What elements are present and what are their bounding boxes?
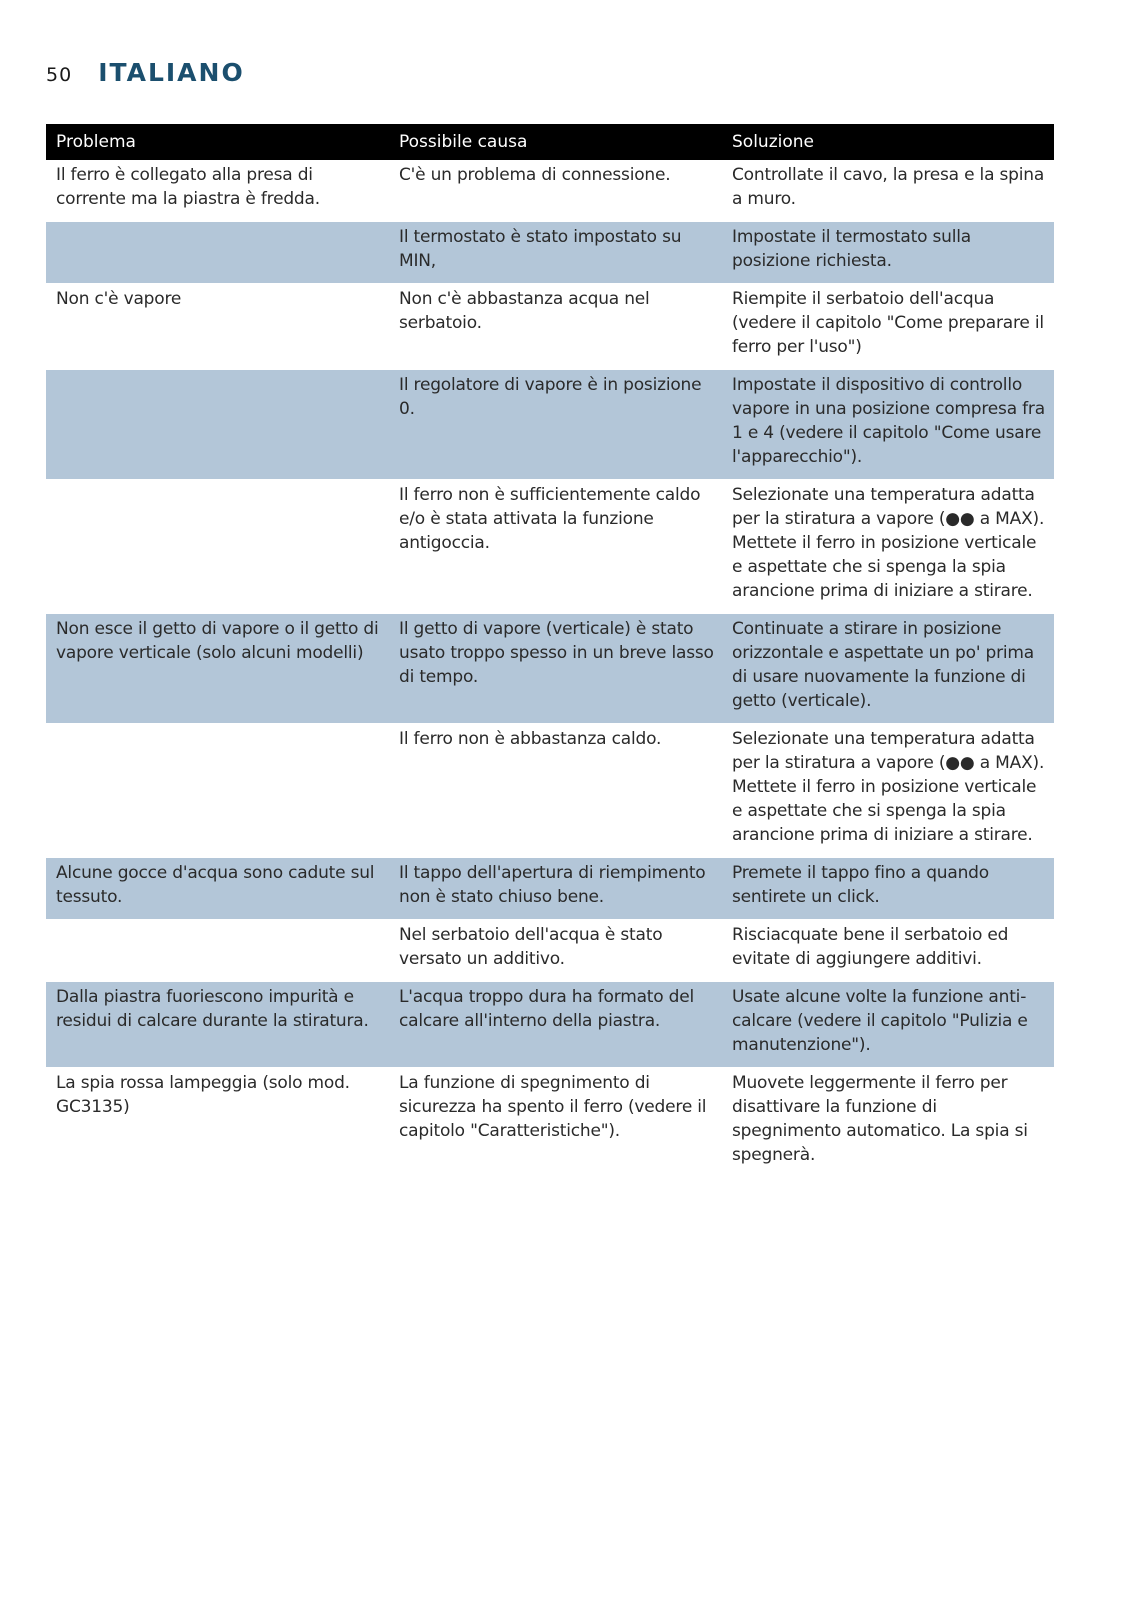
solution-cell: Continuate a stirare in posizione orizzontale e aspettate un po' prima di usare nuovamente la funzione di getto (verticale). xyxy=(722,614,1054,724)
table-row xyxy=(46,724,1054,858)
solution-cell: Impostate il termostato sulla posizione richiesta. xyxy=(722,222,1054,284)
problem-cell xyxy=(46,724,389,858)
problem-cell xyxy=(46,920,389,982)
page-header xyxy=(46,58,245,87)
problem-cell xyxy=(46,480,389,614)
problem-cell xyxy=(46,370,389,480)
cause-cell: L'acqua troppo dura ha formato del calcare all'interno della piastra. xyxy=(389,982,722,1068)
cause-cell: Il tappo dell'apertura di riempimento non è stato chiuso bene. xyxy=(389,858,722,920)
table-row xyxy=(46,1068,1054,1178)
column-header-cause: Possibile causa xyxy=(389,124,722,160)
solution-cell: Premete il tappo fino a quando sentirete un click. xyxy=(722,858,1054,920)
cause-cell: Il ferro non è abbastanza caldo. xyxy=(389,724,722,858)
solution-cell: Usate alcune volte la funzione anti-calcare (vedere il capitolo "Pulizia e manutenzione"). xyxy=(722,982,1054,1068)
problem-cell: Il ferro è collegato alla presa di corrente ma la piastra è fredda. xyxy=(56,165,320,209)
section-title: ITALIANO xyxy=(98,58,245,87)
column-header-problem: Problema xyxy=(46,124,389,160)
table-row xyxy=(46,920,1054,982)
solution-cell: Selezionate una temperatura adatta per la stiratura a vapore (●● a MAX). Mettete il ferro in posizione verticale e aspettate che si spenga la spia arancione prima di iniziare a stirare. xyxy=(722,724,1054,858)
troubleshooting-table xyxy=(46,124,1054,1177)
table-body xyxy=(46,160,1054,1177)
table-row xyxy=(46,982,1054,1068)
table-row xyxy=(46,222,1054,284)
solution-cell: Muovete leggermente il ferro per disattivare la funzione di spegnimento automatico. La spia si spegnerà. xyxy=(722,1068,1054,1178)
cause-cell: Non c'è abbastanza acqua nel serbatoio. xyxy=(389,284,722,370)
problem-cell: La spia rossa lampeggia (solo mod. GC3135) xyxy=(46,1068,389,1178)
column-header-solution: Soluzione xyxy=(722,124,1054,160)
table-row xyxy=(46,160,1054,222)
problem-cell: Dalla piastra fuoriescono impurità e residui di calcare durante la stiratura. xyxy=(46,982,389,1068)
problem-cell: Non esce il getto di vapore o il getto di vapore verticale (solo alcuni modelli) xyxy=(46,614,389,724)
problem-cell: Non c'è vapore xyxy=(46,284,389,370)
solution-cell: Impostate il dispositivo di controllo vapore in una posizione compresa fra 1 e 4 (vedere il capitolo "Come usare l'apparecchio"). xyxy=(722,370,1054,480)
solution-cell: Risciacquate bene il serbatoio ed evitate di aggiungere additivi. xyxy=(722,920,1054,982)
table-row xyxy=(46,480,1054,614)
table-header xyxy=(46,124,1054,160)
page-number: 50 xyxy=(46,64,73,86)
solution-cell: Riempite il serbatoio dell'acqua (vedere il capitolo "Come preparare il ferro per l'uso") xyxy=(722,284,1054,370)
solution-cell: Selezionate una temperatura adatta per la stiratura a vapore (●● a MAX). Mettete il ferro in posizione verticale e aspettate che si spenga la spia arancione prima di iniziare a stirare. xyxy=(722,480,1054,614)
cause-cell: Il getto di vapore (verticale) è stato usato troppo spesso in un breve lasso di tempo. xyxy=(389,614,722,724)
solution-cell: Controllate il cavo, la presa e la spina a muro. xyxy=(732,165,1045,209)
cause-cell: Il termostato è stato impostato su MIN, xyxy=(389,222,722,284)
cause-cell: Il regolatore di vapore è in posizione 0. xyxy=(389,370,722,480)
problem-cell: Alcune gocce d'acqua sono cadute sul tessuto. xyxy=(46,858,389,920)
problem-cell xyxy=(46,222,389,284)
table-row xyxy=(46,284,1054,370)
table-row xyxy=(46,858,1054,920)
cause-cell: C'è un problema di connessione. xyxy=(399,165,671,185)
cause-cell: Il ferro non è sufficientemente caldo e/o è stata attivata la funzione antigoccia. xyxy=(389,480,722,614)
cause-cell: La funzione di spegnimento di sicurezza ha spento il ferro (vedere il capitolo "Caratteristiche"). xyxy=(389,1068,722,1178)
table-row xyxy=(46,614,1054,724)
cause-cell: Nel serbatoio dell'acqua è stato versato un additivo. xyxy=(389,920,722,982)
table-row xyxy=(46,370,1054,480)
